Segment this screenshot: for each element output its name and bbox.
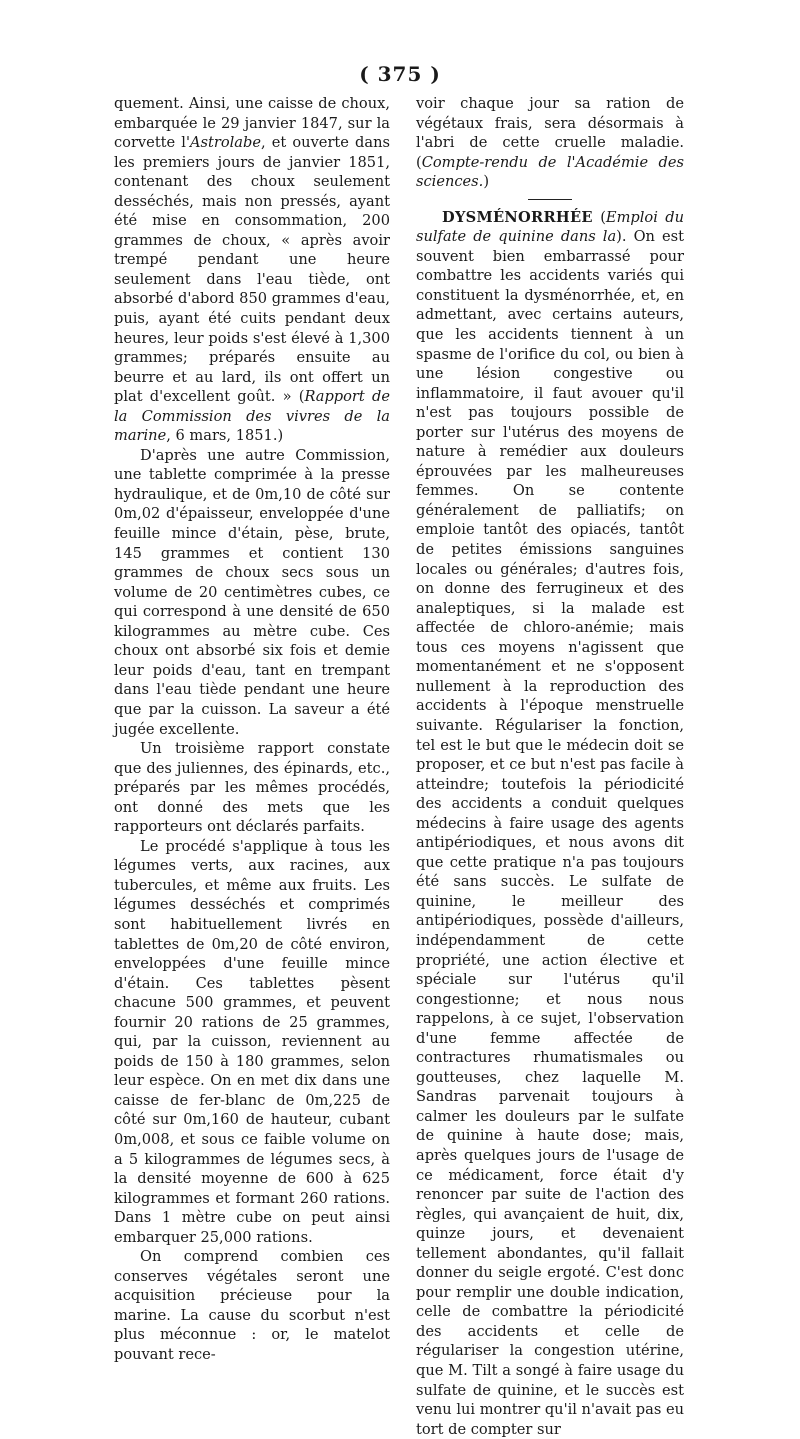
paragraph-second-commission: D'après une autre Commission, une tablette comprimée à la presse hydraulique, et de 0m,10 de côté sur 0m,02 d'épaisseur, enveloppée d'une feuille mince d'étain, pèse, brute, 145 grammes et contient 130 grammes de choux secs sous un volume de 20 centimètres cubes, ce qui correspond à une densité de 650 kilogrammes au mètre cube. Ces choux ont absorbé six fois et demie leur poids d'eau, tant en trempant dans l'eau tiède pendant une heure que par la cuisson. La saveur a été jugée excellente. — [114, 446, 390, 738]
paragraph-continuation: voir chaque jour sa ration de végétaux frais, sera désormais à l'abri de cette cruelle maladie. (Compte-rendu de l'Académie des sciences.) — [416, 95, 684, 191]
source-citation: Compte-rendu de l'Académie des sciences. — [416, 153, 684, 191]
article-heading: DYSMÉNORRHÉE — [442, 208, 593, 226]
paragraph-cabbage-experiment: quement. Ainsi, une caisse de choux, embarquée le 29 janvier 1847, sur la corvette l'Astrolabe, et ouverte dans les premiers jours de janvier 1851, contenant des choux seulement desséchés, mais non pressés, ayant été mise en consommation, 200 grammes de choux, « après avoir trempé pendant une heure seulement dans l'eau tiède, ont absorbé d'abord 850 grammes d'eau, puis, ayant été cuits pendant deux heures, leur poids s'est élevé à 1,300 grammes; préparés ensuite au beurre et au lard, ils ont offert un plat d'excellent goût. » (Rapport de la Commission des vivres de la marine, 6 mars, 1851.) — [114, 95, 390, 445]
article-subtitle: Emploi du sulfate de quinine dans la — [416, 208, 684, 246]
source-citation: Rapport de la Commission des vivres de la marine — [114, 388, 390, 445]
paragraph-third-report: Un troisième rapport constate que des juliennes, des épinards, etc., préparés par les mêmes procédés, ont donné des mets que les rapporteurs ont déclarés parfaits. — [114, 740, 390, 836]
page-number: ( 375 ) — [359, 62, 441, 86]
right-column — [416, 94, 684, 1439]
article-body: On est souvent bien embarrassé pour combattre les accidents variés qui constituent la dysménorrhée, et, en admettant, avec certains auteurs, que les accidents tiennent à un spasme de l'orifice du col, ou bien à une lésion congestive ou inflammatoire, il faut avouer qu'il n'est pas toujours possible de porter sur l'utérus des moyens de nature à remédier aux douleurs éprouvées par les malheureuses femmes. On se contente généralement de palliatifs; on emploie tantôt des opiacés, tantôt de petites émissions sanguines locales ou générales; d'autres fois, on donne des ferrugineux et des analeptiques, si la malade est affectée de chloro-anémie; mais tous ces moyens n'agissent que momentanément et ne s'opposent nullement à la reproduction des accidents à l'époque menstruelle suivante. Régulariser la fonction, tel est le but que le médecin doit se proposer, et ce but n'est pas facile à atteindre; toutefois la périodicité des accidents a conduit quelques médecins à faire usage des agents antipériodiques, et nous avons dit que cette pratique n'a pas toujours été sans succès. Le sulfate de quinine, le meilleur des antipériodiques, possède d'ailleurs, indépendamment de cette propriété, une action élective et spéciale sur l'utérus qu'il congestionne; et nous nous rappelons, à ce sujet, l'observation d'une femme affectée de contractures rhumatismales ou goutteuses, chez laquelle M. Sandras parvenait toujours à calmer les douleurs par le sulfate de quinine à haute dose; mais, après quelques jours de l'usage de ce médicament, force était d'y renoncer par suite de l'action des règles, qui avançaient de huit, dix, quinze jours, et devenaient tellement abondantes, qu'il fallait donner du seigle ergoté. C'est donc pour remplir une double indication, celle de combattre la périodicité des accidents et celle de régulariser la congestion utérine, que M. Tilt a songé à faire usage du sulfate de quinine, et le succès est venu lui montrer qu'il n'avait pas eu tort de compter sur — [416, 228, 684, 1438]
paragraph-process: Le procédé s'applique à tous les légumes verts, aux racines, aux tubercules, et même aux fruits. Les légumes desséchés et comprimés sont habituellement livrés en tablettes de 0m,20 de côté environ, enveloppées d'une feuille mince d'étain. Ces tablettes pèsent chacune 500 grammes, et peuvent fournir 20 rations de 25 grammes, qui, par la cuisson, reviennent au poids de 150 à 180 grammes, selon leur espèce. On en met dix dans une caisse de fer-blanc de 0m,225 de côté sur 0m,160 de hauteur, cubant 0m,008, et sous ce faible volume on a 5 kilogrammes de légumes secs, à la densité moyenne de 600 à 625 kilogrammes et formant 260 rations. Dans 1 mètre cube on peut ainsi embarquer 25,000 rations. — [114, 837, 390, 1246]
section-divider — [528, 199, 572, 200]
ship-name: Astrolabe — [189, 134, 261, 152]
left-column — [114, 94, 390, 1365]
article-dysmenorrhea: DYSMÉNORRHÉE (Emploi du sulfate de quinine dans la). On est souvent bien embarrassé pour combattre les accidents variés qui constituent la dysménorrhée, et, en admettant, avec certains auteurs, que les accidents tiennent à un spasme de l'orifice du col, ou bien à une lésion congestive ou inflammatoire, il faut avouer qu'il n'est pas toujours possible de porter sur l'utérus des moyens de nature à remédier aux douleurs éprouvées par les malheureuses femmes. On se contente généralement de palliatifs; on emploie tantôt des opiacés, tantôt de petites émissions sanguines locales ou générales; d'autres fois, on donne des ferrugineux et des analeptiques, si la malade est affectée de chloro-anémie; mais tous ces moyens n'agissent que momentanément et ne s'opposent nullement à la reproduction des accidents à l'époque menstruelle suivante. Régulariser la fonction, tel est le but que le médecin doit se proposer, et ce but n'est pas facile à atteindre; toutefois la périodicité des accidents a conduit quelques médecins à faire usage des agents antipériodiques, et nous avons dit que cette pratique n'a pas toujours été sans succès. Le sulfate de quinine, le meilleur des antipériodiques, possède d'ailleurs, indépendamment de cette propriété, une action élective et spéciale sur l'utérus qu'il congestionne; et nous nous rappelons, à ce sujet, l'observation d'une femme affectée de contractures rhumatismales ou goutteuses, chez laquelle M. Sandras parvenait toujours à calmer les douleurs par le sulfate de quinine à haute dose; mais, après quelques jours de l'usage de ce médicament, force était d'y renoncer par suite de l'action des règles, qui avançaient de huit, dix, quinze jours, et devenaient tellement abondantes, qu'il fallait donner du seigle ergoté. C'est donc pour remplir une double indication, celle de combattre la périodicité des accidents et celle de régulariser la congestion utérine, que M. Tilt a songé à faire usage du sulfate de quinine, et le succès est venu lui montrer qu'il n'avait pas eu tort de compter sur — [416, 208, 684, 1438]
paragraph-conclusion: On comprend combien ces conserves végétales seront une acquisition précieuse pour la marine. La cause du scorbut n'est plus méconnue : or, le matelot pouvant rece- — [114, 1248, 390, 1363]
